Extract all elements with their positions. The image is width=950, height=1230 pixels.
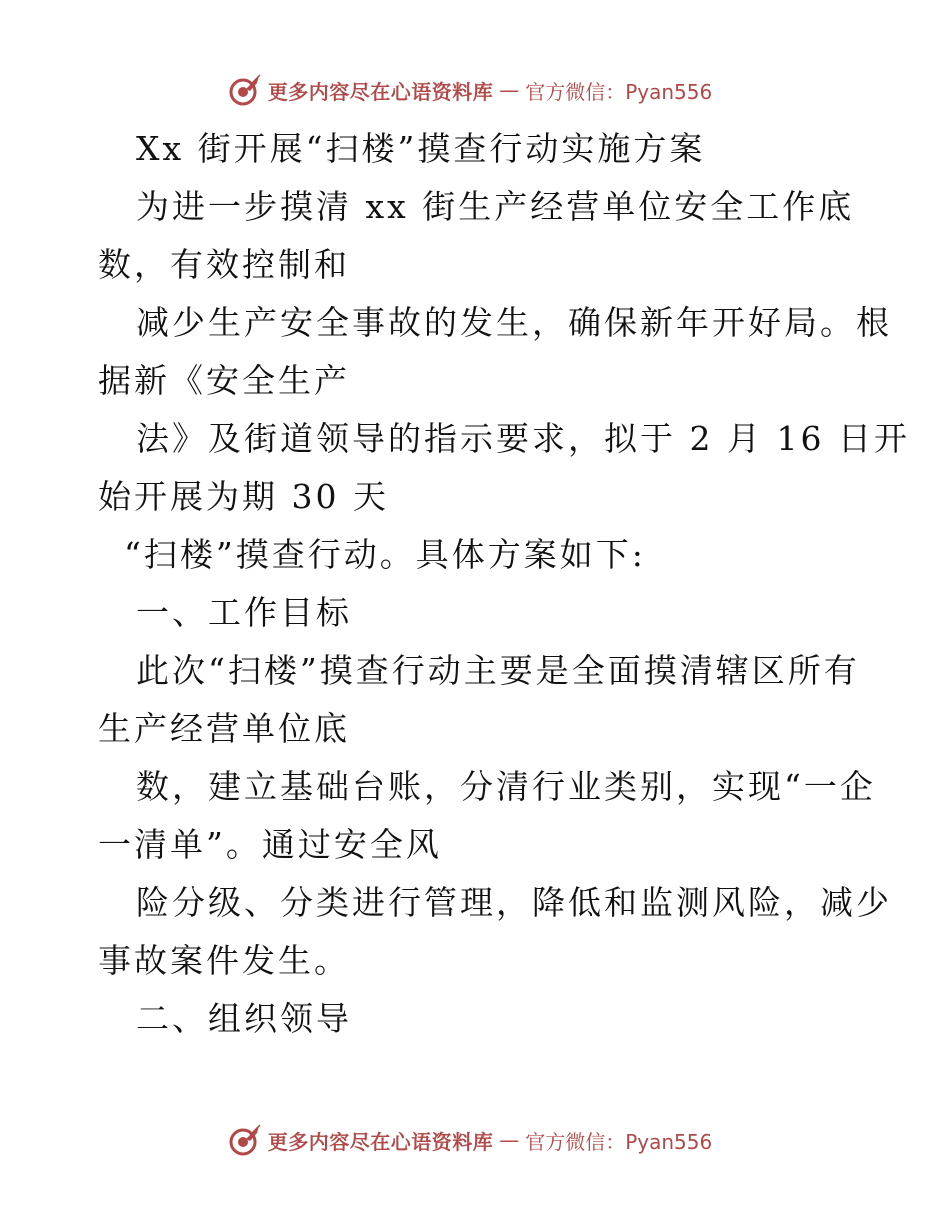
watermark-contact: 官方微信：Pyan556 [525, 79, 713, 104]
document-title: Xx 街开展“扫楼”摸查行动实施方案 [136, 129, 706, 168]
quill-logo-icon [228, 73, 262, 107]
paragraph-line: 为进一步摸清 xx 街生产经营单位安全工作底 [136, 187, 855, 226]
watermark-contact: 官方微信：Pyan556 [525, 1129, 713, 1154]
section-heading: 一、工作目标 [136, 593, 352, 632]
watermark-separator: — [499, 1128, 520, 1152]
paragraph-line: 数，有效控制和 [98, 245, 350, 284]
paragraph-line: 险分级、分类进行管理，降低和监测风险，减少 [136, 883, 892, 922]
footer-watermark [0, 1120, 950, 1160]
paragraph-line: “扫楼”摸查行动。具体方案如下: [124, 535, 646, 574]
paragraph-line: 法》及街道领导的指示要求，拟于 2 月 16 日开 [136, 419, 910, 458]
watermark-text: 更多内容尽在心语资料库 [267, 79, 494, 104]
paragraph-line: 数，建立基础台账，分清行业类别，实现“一企 [136, 767, 876, 806]
paragraph-line: 减少生产安全事故的发生，确保新年开好局。根 [136, 303, 892, 342]
quill-logo-icon [228, 1123, 262, 1157]
header-watermark [0, 70, 950, 110]
paragraph-line: 始开展为期 30 天 [98, 477, 389, 516]
paragraph-line: 据新《安全生产 [98, 361, 350, 400]
section-heading: 二、组织领导 [136, 999, 352, 1038]
footer-watermark-group [228, 1123, 713, 1157]
watermark-separator: — [499, 78, 520, 102]
paragraph-line: 生产经营单位底 [98, 709, 350, 748]
paragraph-line: 此次“扫楼”摸查行动主要是全面摸清辖区所有 [136, 651, 860, 690]
header-watermark-group [228, 73, 713, 107]
paragraph-line: 一清单”。通过安全风 [98, 825, 442, 864]
paragraph-line: 事故案件发生。 [98, 941, 350, 980]
watermark-text: 更多内容尽在心语资料库 [267, 1129, 494, 1154]
document-body [98, 120, 910, 1048]
